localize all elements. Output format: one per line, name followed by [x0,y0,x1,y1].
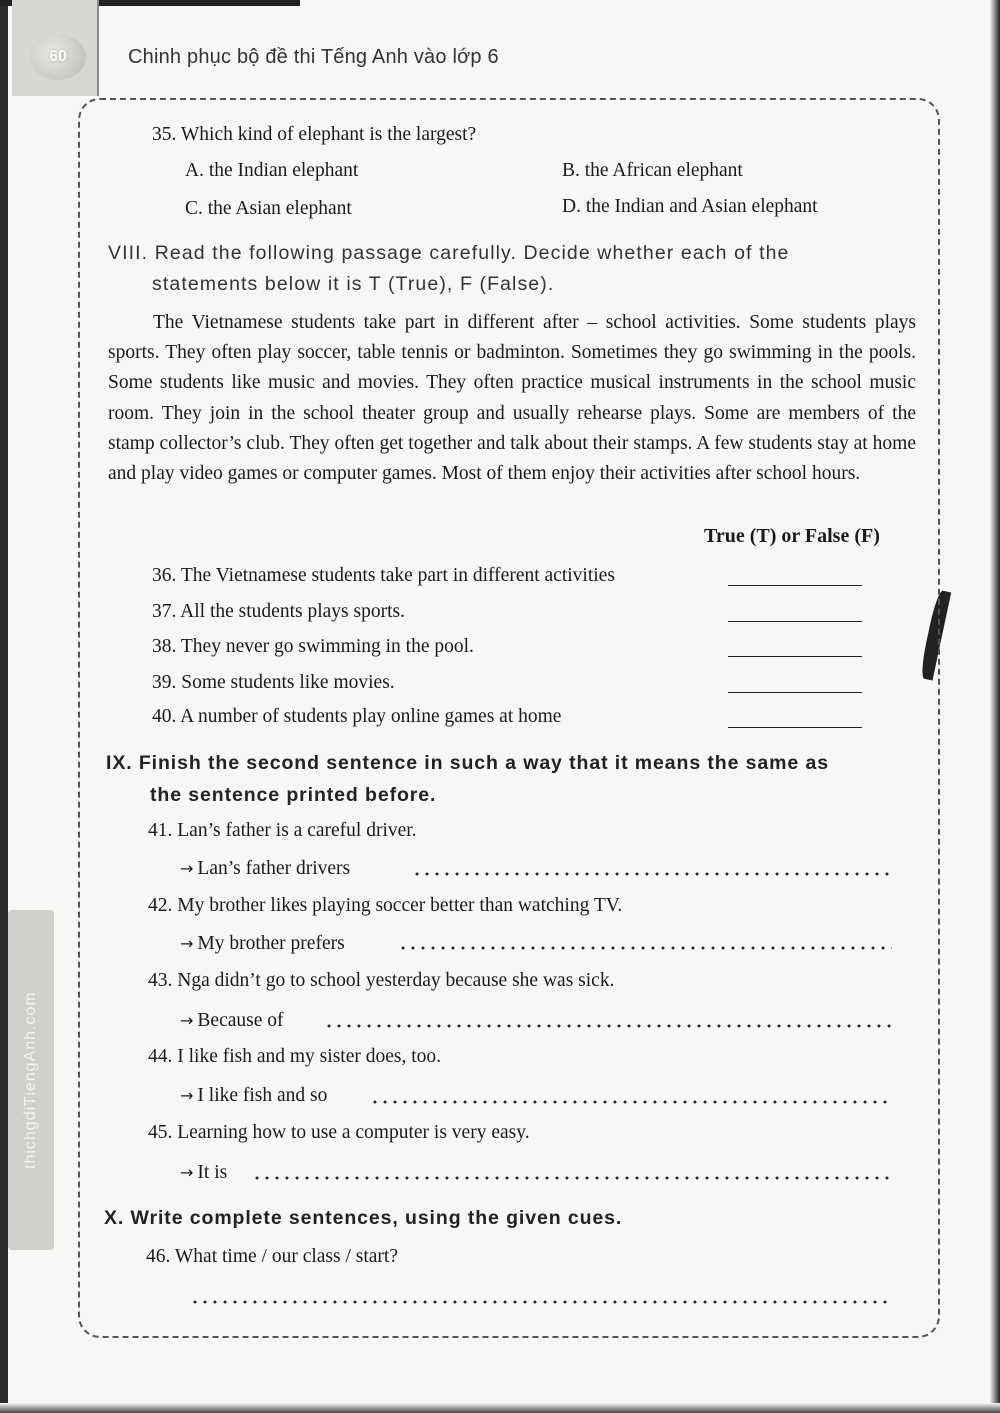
section-ix-heading: IX. Finish the second sentence in such a way that it means the same as [106,752,829,774]
prompt-text: It is [197,1162,228,1183]
book-title: Chinh phục bộ đề thi Tếng Anh vào lớp 6 [128,46,499,68]
item-41-sentence: 41. Lan’s father is a careful driver. [148,820,417,841]
scan-edge-right [990,0,1000,1413]
item-43-prompt [180,1010,284,1032]
arrow-icon: → [180,1011,194,1030]
item-44-sentence: 44. I like fish and my sister does, too. [148,1046,442,1067]
answer-blank-40[interactable] [728,727,862,728]
q35-question: 35. Which kind of elephant is the largest? [152,124,477,145]
item-44-prompt [180,1085,327,1107]
item-41-prompt [180,858,350,880]
answer-blank-37[interactable] [728,621,862,622]
scan-edge-left [0,0,8,1413]
q35-option-b: B. the African elephant [562,160,743,181]
answer-line-45[interactable] [252,1176,892,1180]
item-45-prompt [180,1162,227,1184]
section-viii-heading: VIII. Read the following passage carefully. Decide whether each of the [108,242,790,264]
statement-40: 40. A number of students play online games at home [152,706,562,727]
answer-line-42[interactable] [398,946,892,950]
statement-38: 38. They never go swimming in the pool. [152,636,474,657]
answer-blank-36[interactable] [728,585,862,586]
q35-option-d: D. the Indian and Asian elephant [562,196,818,217]
side-watermark [8,910,54,1250]
true-false-heading: True (T) or False (F) [704,525,880,547]
item-46-sentence: 46. What time / our class / start? [146,1246,398,1267]
item-42-sentence: 42. My brother likes playing soccer better than watching TV. [148,895,623,916]
reading-passage: The Vietnamese students take part in different after – school activities. Some students plays sports. They often play soccer, table tennis or badminton. Sometimes they go swimming in the pools. Some students like music and movies. They often practice musical instruments in the school music room. They join in the school theater group and usually rehearse plays. Some are members of the stamp collector’s club. They often get together and talk about their stamps. A few students stay at home and play video games or computer games. Most of them enjoy their activities after school hours. [108,312,916,485]
q35-option-c: C. the Asian elephant [185,198,352,219]
item-43-sentence: 43. Nga didn’t go to school yesterday because she was sick. [148,970,615,991]
answer-blank-38[interactable] [728,656,862,657]
item-42-prompt [180,933,345,955]
scan-edge-bottom [0,1403,1000,1413]
statement-37: 37. All the students plays sports. [152,601,405,622]
arrow-icon: → [180,1163,194,1182]
section-x-heading: X. Write complete sentences, using the given cues. [104,1207,623,1229]
answer-line-44[interactable] [370,1100,892,1104]
arrow-icon: → [180,934,194,953]
answer-line-46[interactable] [190,1300,892,1304]
page-number-badge: 60 [30,34,86,80]
statement-39: 39. Some students like movies. [152,672,395,693]
answer-line-43[interactable] [324,1024,892,1028]
answer-line-41[interactable] [412,872,892,876]
prompt-text: Lan’s father drivers [197,858,351,879]
q35-option-a: A. the Indian elephant [185,160,359,181]
arrow-icon: → [180,859,194,878]
prompt-text: My brother prefers [197,933,345,954]
section-ix-heading-cont: the sentence printed before. [150,784,437,806]
prompt-text: Because of [197,1010,284,1031]
prompt-text: I like fish and so [197,1085,328,1106]
answer-blank-39[interactable] [728,692,862,693]
statement-36: 36. The Vietnamese students take part in different activities [152,565,615,586]
section-viii-heading-cont: statements below it is T (True), F (False). [152,273,555,295]
watermark-text: thichgdiTiengAnh.com [22,991,39,1169]
arrow-icon: → [180,1086,194,1105]
item-45-sentence: 45. Learning how to use a computer is very easy. [148,1122,530,1143]
